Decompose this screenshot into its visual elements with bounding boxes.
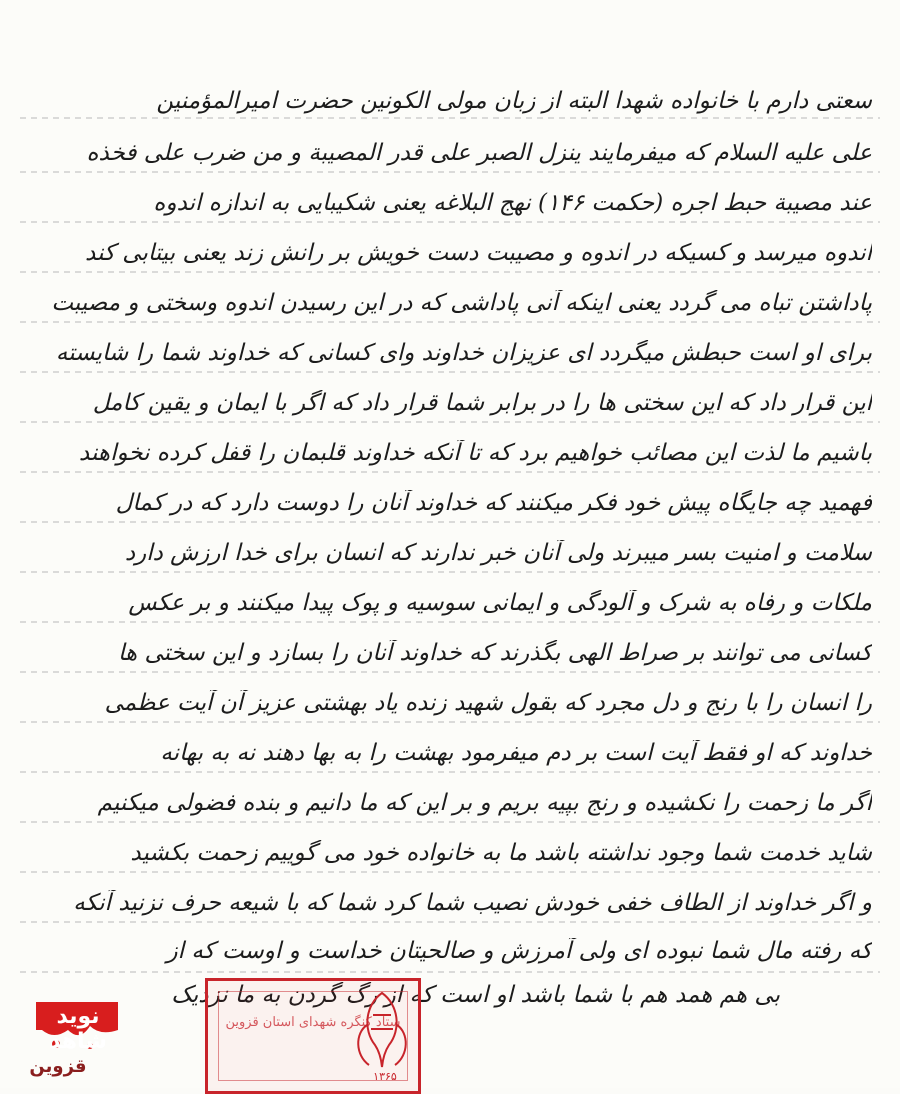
letter-line: ملکات و رفاه به شرک و آلودگی و ایمانی سوسیه و پوک پیدا میکنند و بر عکس: [128, 590, 872, 616]
logo-city: قزوین: [29, 1056, 87, 1077]
letter-line: برای او است حبطش میگردد ای عزیزان خداوند وای کسانی که خداوند شما را شایسته: [55, 340, 872, 366]
letter-line: پاداشتن تباه می گردد یعنی اینکه آنی پاداشی که در این رسیدن اندوه وسختی و مصیبت: [51, 290, 872, 316]
letter-line: را انسان را با رنج و دل مجرد که بقول شهید زنده یاد بهشتی عزیز آن آیت عظمی: [104, 690, 872, 716]
letter-line: سلامت و امنیت بسر میبرند ولی آنان خبر ندارند که انسان برای خدا ارزش دارد: [124, 540, 872, 566]
letter-line: علی علیه السلام که میفرمایند ینزل الصبر علی قدر المصیبة و من ضرب علی فخذه: [86, 140, 872, 166]
letter-line: عند مصیبة حبط اجره (حکمت ۱۴۶) نهج البلاغه یعنی شکیبایی به اندازه اندوه: [153, 190, 872, 216]
letter-line: این قرار داد که این سختی ها را در برابر شما قرار داد که اگر با ایمان و یقین کامل: [92, 390, 872, 416]
letter-line: و اگر خداوند از الطاف خفی خودش نصیب شما کرد شما که با شیعه حرف نزنید آنکه: [73, 890, 872, 916]
letter-line: اندوه میرسد و کسیکه در اندوه و مصیبت دست خویش بر رانش زند یعنی بیتابی کند: [85, 240, 872, 266]
logo-word: نوید شاهد: [49, 1004, 107, 1054]
emblem-icon: [345, 985, 420, 1080]
letter-line: اگر ما زحمت را نکشیده و رنج بپیه بریم و بر این که ما دانیم و بنده فضولی میکنیم: [97, 790, 872, 816]
letter-line: بی هم همد هم با شما باشد او است که از رگ گردن به ما نزدیک: [171, 982, 780, 1008]
letter-line: کسانی می توانند بر صراط الهی بگذرند که خداوند آنان را بسازد و این سختی ها: [118, 640, 872, 666]
letter-line: شاید خدمت شما وجود نداشته باشد ما به خانواده خود می گوییم زحمت بکشید: [130, 840, 872, 866]
letter-line: خداوند که او فقط آیت است بر دم میفرمود بهشت را به بها دهند نه به بهانه: [160, 740, 872, 766]
letter-line: باشیم ما لذت این مصائب خواهیم برد که تا آنکه خداوند قلبمان را قفل کرده نخواهند: [78, 440, 872, 466]
emblem-number: ۱۳۶۵: [373, 1070, 397, 1083]
letter-line: سعتی دارم با خانواده شهدا البته از زبان مولی الکونین حضرت امیرالمؤمنین: [156, 88, 872, 114]
letter-line: فهمید چه جایگاه پیش خود فکر میکنند که خداوند آنان را دوست دارد که در کمال: [115, 490, 872, 516]
stamp-text: ستاد کنگره شهدای استان قزوین: [225, 1015, 401, 1030]
navid-shahed-logo: [10, 996, 120, 1086]
letter-line: که رفته مال شما نبوده ای ولی آمرزش و صالحیتان خداست و اوست که از: [166, 938, 872, 964]
